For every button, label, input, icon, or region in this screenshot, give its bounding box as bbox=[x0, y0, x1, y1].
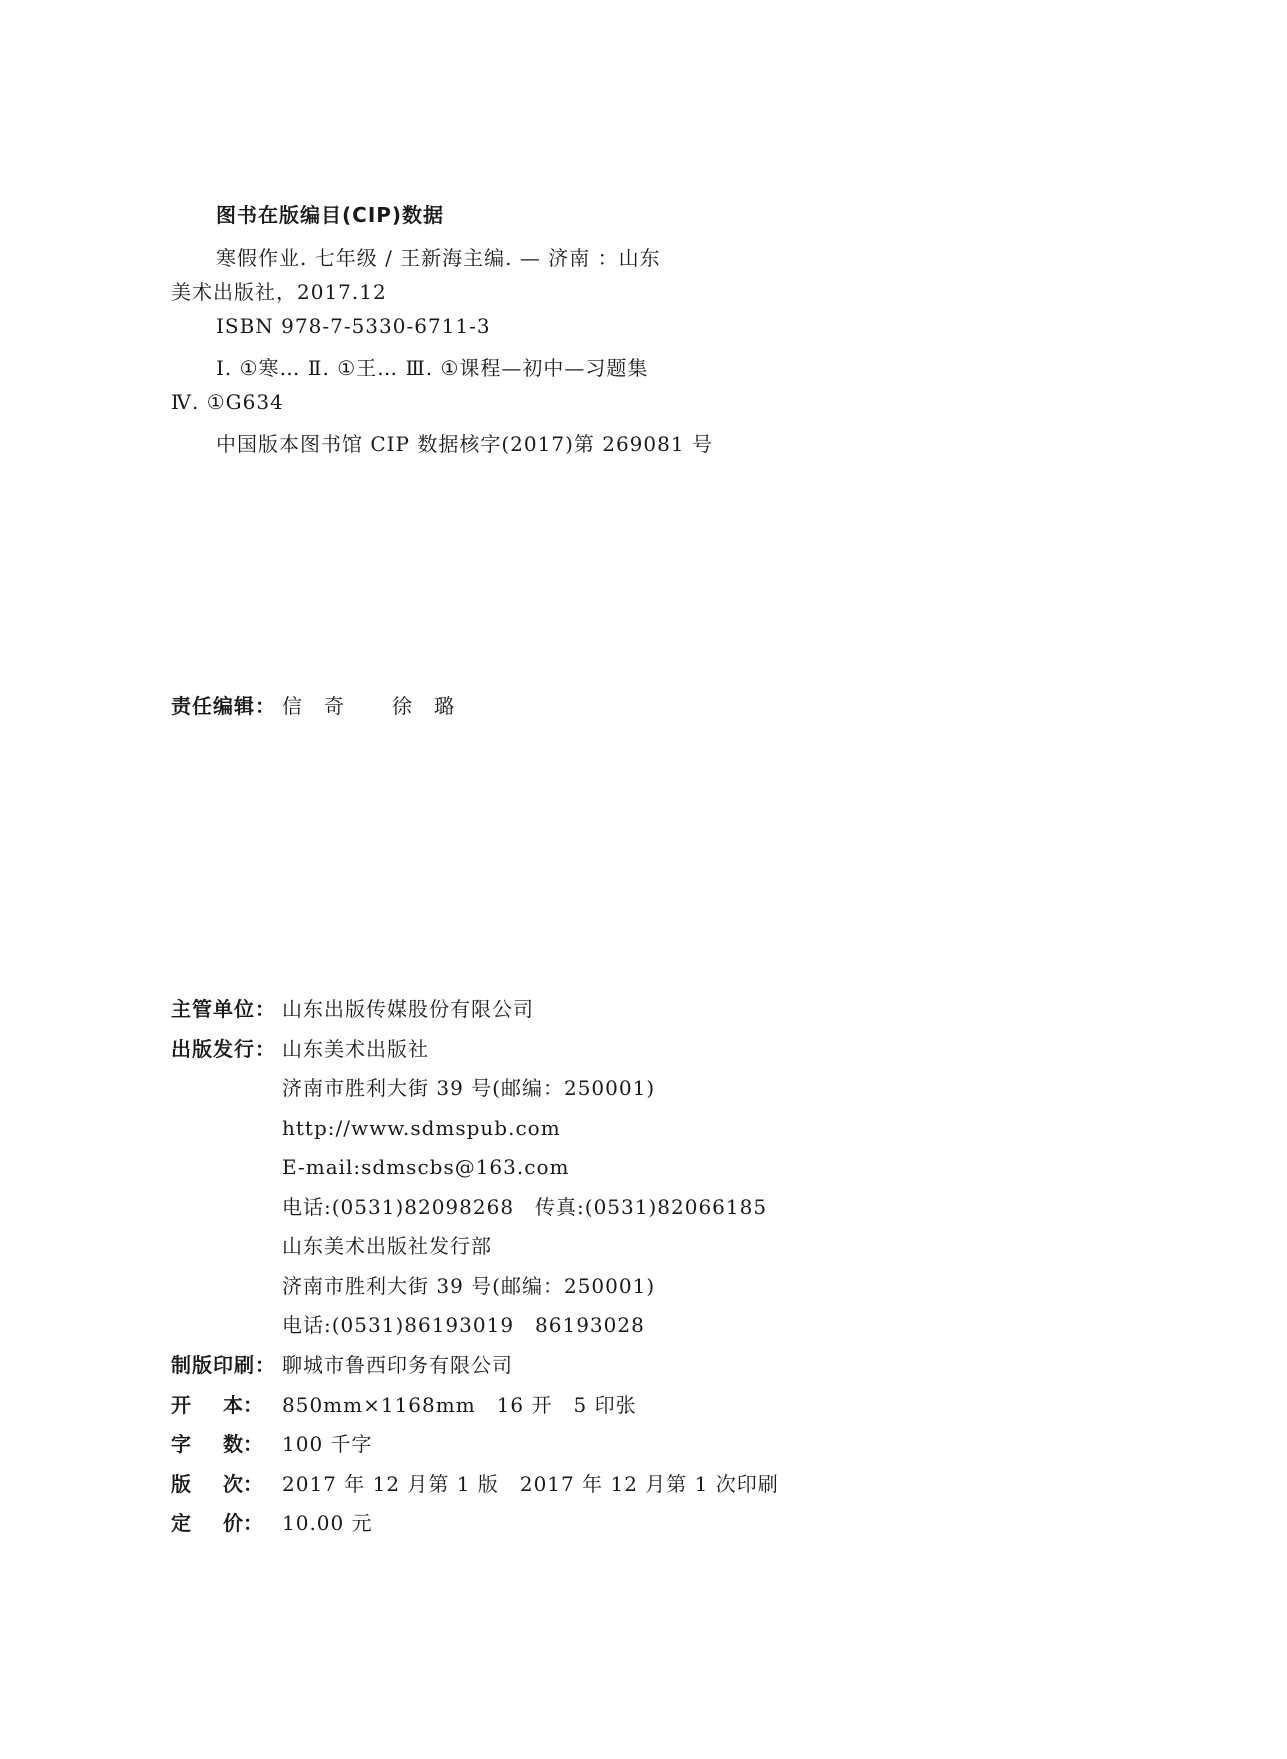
word-count-value: 100 千字 bbox=[282, 1432, 373, 1456]
publisher-address: 济南市胜利大街 39 号(邮编：250001) bbox=[282, 1076, 656, 1100]
price-label: 定 价： bbox=[171, 1511, 263, 1535]
cip-classification-line-1: Ⅰ. ①寒… Ⅱ. ①王… Ⅲ. ①课程—初中—习题集 bbox=[216, 356, 649, 380]
publisher-name: 山东美术出版社 bbox=[282, 1037, 429, 1061]
cip-classification-line-2: Ⅳ. ①G634 bbox=[171, 390, 284, 414]
word-count-label: 字 数： bbox=[171, 1432, 263, 1456]
editor-name-1: 信 奇 bbox=[282, 694, 345, 718]
price-value: 10.00 元 bbox=[282, 1511, 373, 1535]
distribution-address: 济南市胜利大街 39 号(邮编：250001) bbox=[282, 1274, 656, 1298]
format-value: 850mm×1168mm 16 开 5 印张 bbox=[282, 1393, 637, 1417]
supervisor-label: 主管单位： bbox=[171, 997, 276, 1021]
printer-value: 聊城市鲁西印务有限公司 bbox=[282, 1353, 513, 1377]
editor-name-2: 徐 璐 bbox=[392, 694, 455, 718]
publisher-website: http://www.sdmspub.com bbox=[282, 1116, 561, 1140]
cip-title-line-2: 美术出版社，2017.12 bbox=[171, 280, 387, 304]
format-label: 开 本： bbox=[171, 1393, 263, 1417]
cip-heading: 图书在版编目(CIP)数据 bbox=[216, 203, 445, 227]
edition-label: 版 次： bbox=[171, 1472, 263, 1496]
cip-title-line-1: 寒假作业. 七年级 / 王新海主编. — 济南 ：山东 bbox=[216, 246, 661, 270]
publisher-email: E-mail:sdmscbs@163.com bbox=[282, 1155, 570, 1179]
cip-record-number: 中国版本图书馆 CIP 数据核字(2017)第 269081 号 bbox=[216, 432, 713, 456]
distribution-dept: 山东美术出版社发行部 bbox=[282, 1234, 492, 1258]
supervisor-value: 山东出版传媒股份有限公司 bbox=[282, 997, 534, 1021]
cip-isbn: ISBN 978-7-5330-6711-3 bbox=[216, 314, 491, 338]
edition-value: 2017 年 12 月第 1 版 2017 年 12 月第 1 次印刷 bbox=[282, 1472, 779, 1496]
publisher-label: 出版发行： bbox=[171, 1037, 276, 1061]
editors-label: 责任编辑： bbox=[171, 694, 276, 718]
publisher-phone-fax: 电话:(0531)82098268 传真:(0531)82066185 bbox=[282, 1195, 768, 1219]
distribution-phone: 电话:(0531)86193019 86193028 bbox=[282, 1313, 645, 1337]
printer-label: 制版印刷： bbox=[171, 1353, 276, 1377]
